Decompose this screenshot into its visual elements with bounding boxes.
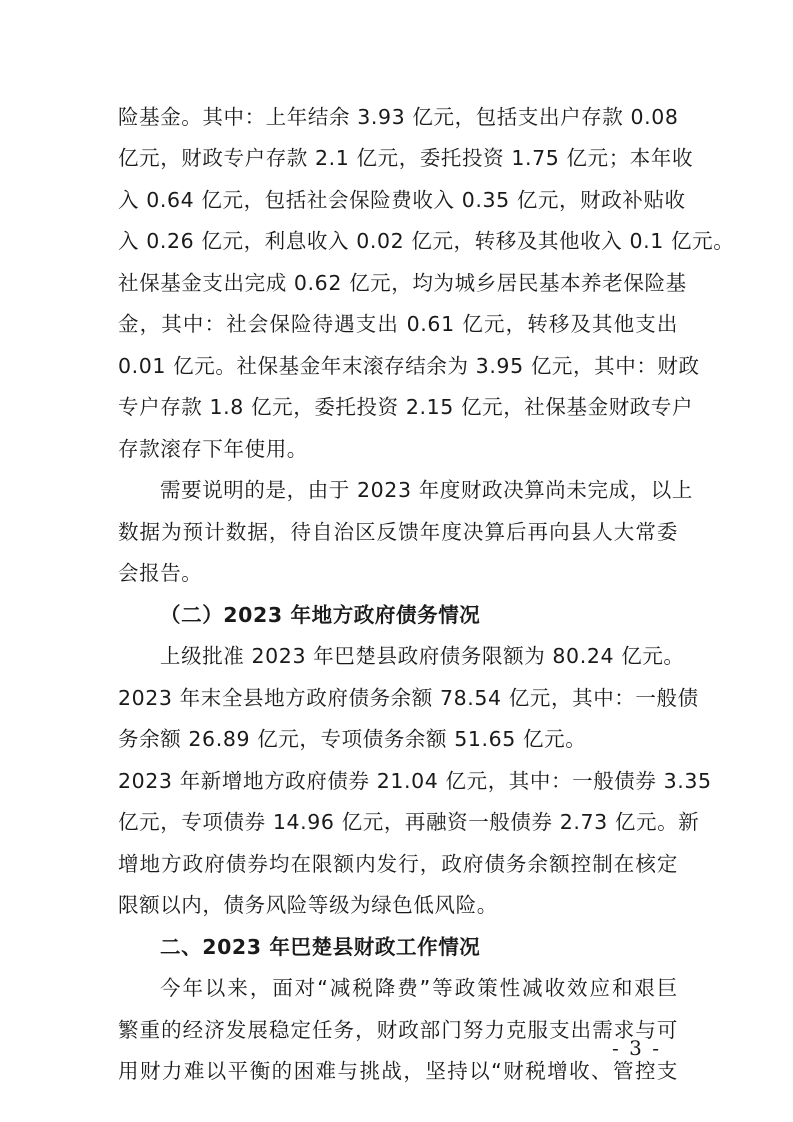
body-text-line: 专户存款 1.8 亿元，委托投资 2.15 亿元，社保基金财政专户 bbox=[118, 395, 694, 419]
body-text-line: 增地方政府债券均在限额内发行，政府债务余额控制在核定 bbox=[118, 852, 678, 876]
body-text-line: 用财力难以平衡的困难与挑战，坚持以“财税增收、管控支 bbox=[118, 1059, 678, 1083]
body-text-line: 上级批准 2023 年巴楚县政府债务限额为 80.24 亿元。 bbox=[160, 644, 685, 668]
body-text-line: 存款滚存下年使用。 bbox=[118, 437, 308, 461]
section-heading: （二）2023 年地方政府债务情况 bbox=[160, 603, 481, 627]
body-text-line: 险基金。其中：上年结余 3.93 亿元，包括支出户存款 0.08 bbox=[118, 105, 679, 129]
body-text-line: 2023 年新增地方政府债券 21.04 亿元，其中：一般债券 3.35 bbox=[118, 769, 712, 793]
body-text-line: 0.01 亿元。社保基金年末滚存结余为 3.95 亿元，其中：财政 bbox=[118, 354, 700, 378]
page-number: - 3 - bbox=[612, 1036, 661, 1060]
body-text-line: 亿元，财政专户存款 2.1 亿元，委托投资 1.75 亿元；本年收 bbox=[118, 146, 694, 170]
body-text-line: 务余额 26.89 亿元，专项债务余额 51.65 亿元。 bbox=[118, 727, 587, 751]
body-text-line: 限额以内，债务风险等级为绿色低风险。 bbox=[118, 893, 498, 917]
body-text-line: 金，其中：社会保险待遇支出 0.61 亿元，转移及其他支出 bbox=[118, 312, 678, 336]
body-text-line: 数据为预计数据，待自治区反馈年度决算后再向县人大常委 bbox=[118, 520, 678, 544]
body-text-line: 社保基金支出完成 0.62 亿元，均为城乡居民基本养老保险基 bbox=[118, 271, 687, 295]
body-text-line: 需要说明的是，由于 2023 年度财政决算尚未完成，以上 bbox=[160, 478, 694, 502]
body-text-line: 2023 年末全县地方政府债务余额 78.54 亿元，其中：一般债 bbox=[118, 686, 699, 710]
body-text-line: 会报告。 bbox=[118, 561, 203, 585]
body-text-line: 今年以来，面对“减税降费”等政策性减收效应和艰巨 bbox=[160, 976, 678, 1000]
body-text-line: 入 0.64 亿元，包括社会保险费收入 0.35 亿元，财政补贴收 bbox=[118, 188, 686, 212]
body-text-line: 繁重的经济发展稳定任务，财政部门努力克服支出需求与可 bbox=[118, 1018, 678, 1042]
body-text-line: 入 0.26 亿元，利息收入 0.02 亿元，转移及其他收入 0.1 亿元。 bbox=[118, 229, 735, 253]
section-heading: 二、2023 年巴楚县财政工作情况 bbox=[160, 935, 481, 959]
body-text-line: 亿元，专项债券 14.96 亿元，再融资一般债券 2.73 亿元。新 bbox=[118, 810, 700, 834]
